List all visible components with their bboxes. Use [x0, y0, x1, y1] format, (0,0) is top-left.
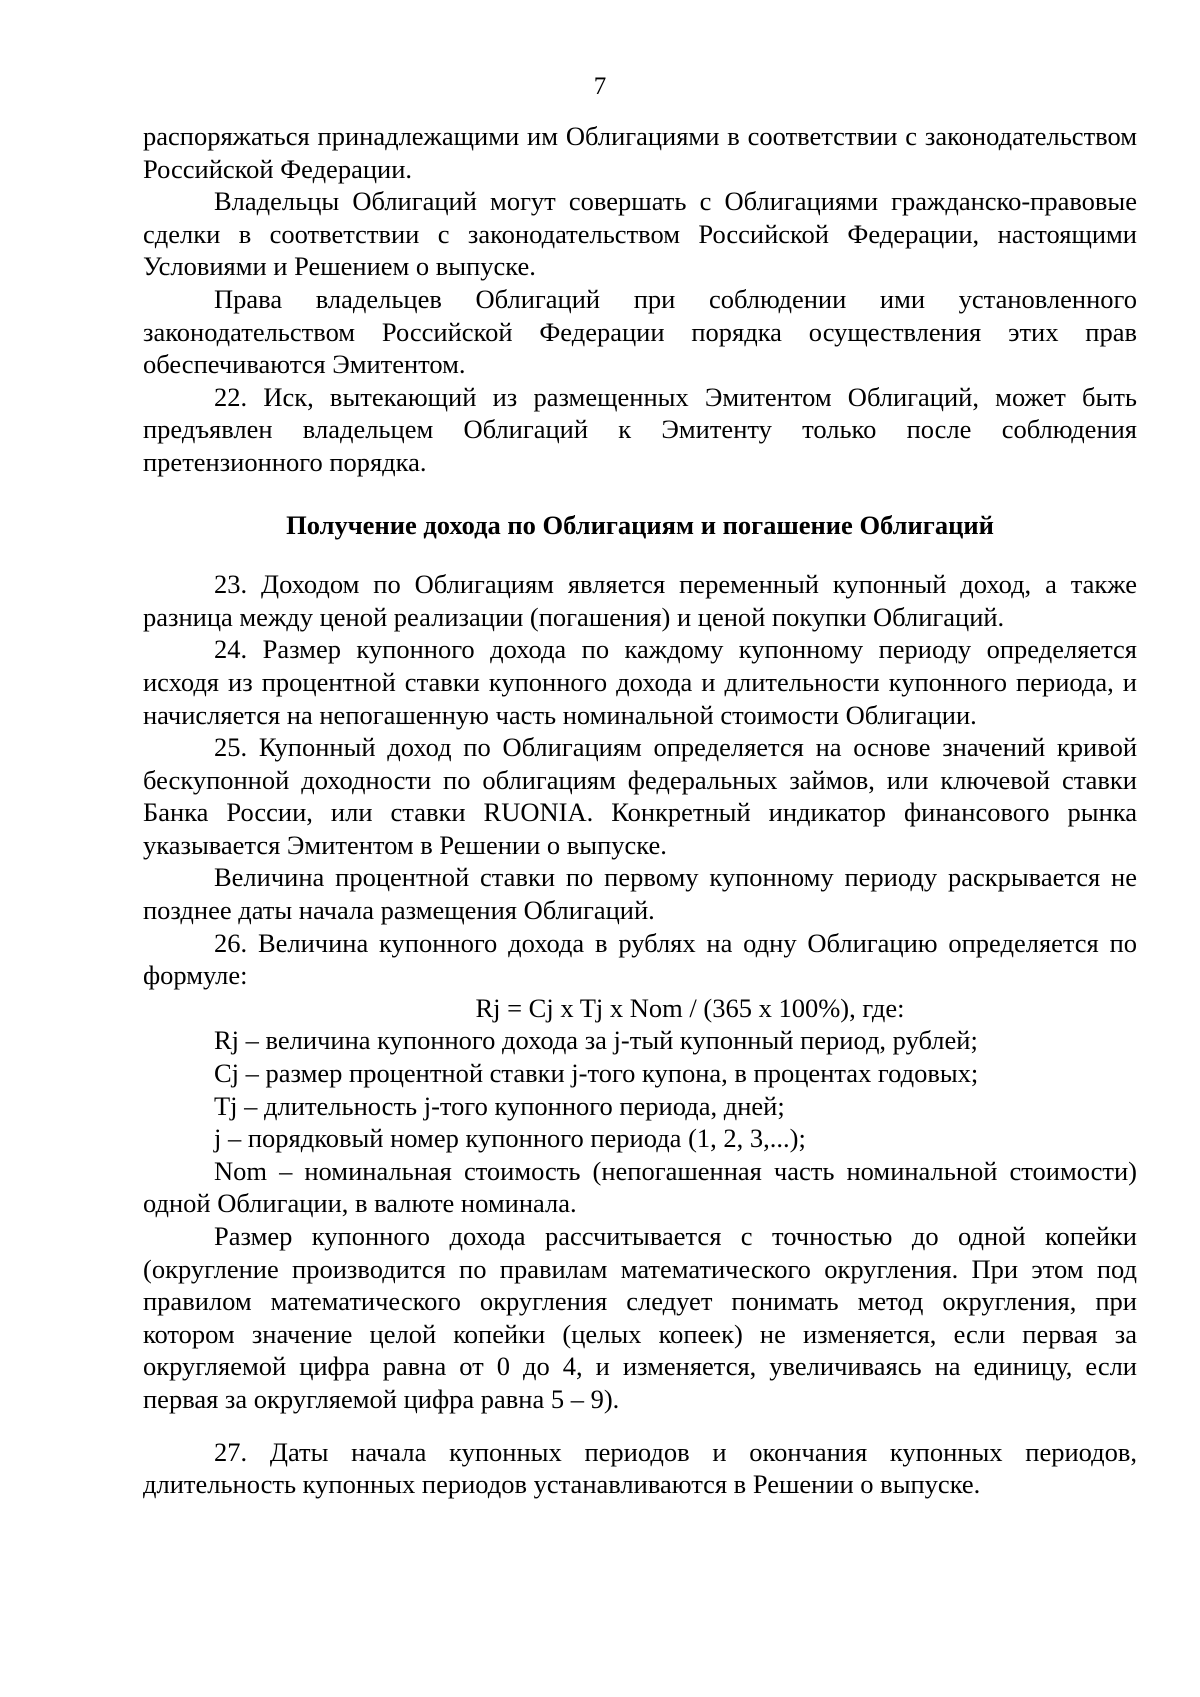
coupon-formula: Rj = Cj x Tj x Nom / (365 x 100%), где: [475, 992, 905, 1023]
paragraph-first-coupon-rate: Величина процентной ставки по первому купонному периоду раскрывается не позднее даты начала размещения Облигаций. [143, 862, 1137, 926]
paragraph-22: 22. Иск, вытекающий из размещенных Эмитентом Облигаций, может быть предъявлен владельцем Облигаций к Эмитенту только после соблюдения претензионного порядка. [143, 381, 1137, 477]
paragraph-owners-transactions: Владельцы Облигаций могут совершать с Облигациями гражданско-правовые сделки в соответствии с законодательством Российской Федерации, настоящими Условиями и Решением о выпуске. [143, 186, 1137, 282]
definition-cj: Cj – размер процентной ставки j-того купона, в процентах годовых; [214, 1058, 979, 1089]
page-number: 7 [593, 73, 607, 100]
definition-rj: Rj – величина купонного дохода за j-тый купонный период, рублей; [214, 1025, 978, 1056]
section-heading: Получение дохода по Облигациям и погашение Облигаций [286, 509, 994, 540]
paragraph-rounding: Размер купонного дохода рассчитывается с точностью до одной копейки (округление производится по правилам математического округления. При этом под правилом математического округления следует понимать метод округления, при котором значение целой копейки (целых копеек) не изменяется, если первая за округляемой цифра равна от 0 до 4, и изменяется, увеличиваясь на единицу, если первая за округляемой цифра равна 5 – 9). [143, 1221, 1137, 1414]
paragraph-25: 25. Купонный доход по Облигациям определяется на основе значений кривой бескупонной доходности по облигациям федеральных займов, или ключевой ставки Банка России, или ставки RUONIA. Конкретный индикатор финансового рынка указывается Эмитентом в Решении о выпуске. [143, 732, 1137, 860]
paragraph-owners-rights: Права владельцев Облигаций при соблюдении ими установленного законодательством Российской Федерации порядка осуществления этих прав обеспечиваются Эмитентом. [143, 283, 1137, 380]
paragraph-26: 26. Величина купонного дохода в рублях на одну Облигацию определяется по формуле: [143, 927, 1137, 991]
document-body [143, 120, 1137, 1501]
paragraph-continuation: распоряжаться принадлежащими им Облигациями в соответствии с законодательством Российской Федерации. [143, 121, 1137, 184]
paragraph-24: 24. Размер купонного дохода по каждому купонному периоду определяется исходя из процентной ставки купонного дохода и длительности купонного периода, и начисляется на непогашенную часть номинальной стоимости Облигации. [143, 634, 1137, 730]
definition-tj: Tj – длительность j-того купонного периода, дней; [214, 1090, 785, 1121]
definition-j: j – порядковый номер купонного периода (1, 2, 3,...); [214, 1123, 806, 1154]
paragraph-23: 23. Доходом по Облигациям является переменный купонный доход, а также разница между ценой реализации (погашения) и ценой покупки Облигаций. [143, 569, 1137, 632]
definition-nom: Nom – номинальная стоимость (непогашенная часть номинальной стоимости) одной Облигации, в валюте номинала. [143, 1155, 1137, 1219]
paragraph-27: 27. Даты начала купонных периодов и окончания купонных периодов, длительность купонных периодов устанавливаются в Решении о выпуске. [143, 1436, 1137, 1500]
